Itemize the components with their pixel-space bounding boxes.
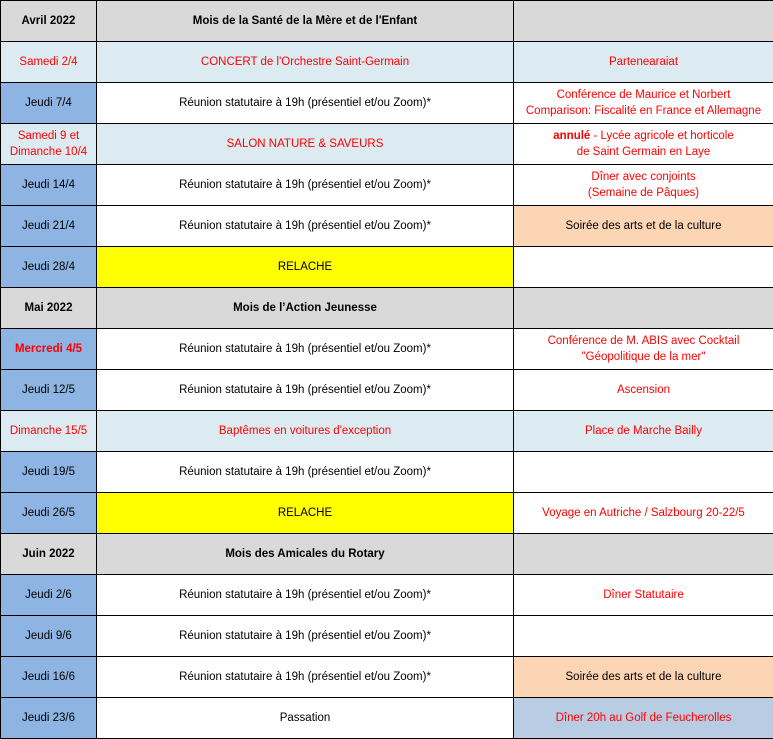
event-cell[interactable]: Baptêmes en voitures d'exception: [97, 411, 514, 452]
notes-cell[interactable]: Dîner Statutaire: [514, 575, 773, 616]
notes-cell[interactable]: Conférence de Maurice et Norbert Comparison: Fiscalité en France et Allemagne: [514, 83, 773, 124]
event-cell[interactable]: RELACHE: [97, 247, 514, 288]
notes-cell[interactable]: Soirée des arts et de la culture: [514, 657, 773, 698]
month-header-row: [1, 1, 773, 42]
table-row: [1, 698, 773, 739]
table-row: [1, 452, 773, 493]
notes-cell[interactable]: Soirée des arts et de la culture: [514, 206, 773, 247]
table-row: [1, 657, 773, 698]
schedule-body: [1, 1, 773, 739]
notes-text: - Lycée agricole et horticole de Saint Germain en Laye: [577, 130, 734, 158]
notes-cell[interactable]: [514, 247, 773, 288]
notes-cell[interactable]: Dîner avec conjoints (Semaine de Pâques): [514, 165, 773, 206]
event-cell[interactable]: Réunion statutaire à 19h (présentiel et/ou Zoom)*: [97, 329, 514, 370]
notes-cell[interactable]: Ascension: [514, 370, 773, 411]
month-header-row: [1, 288, 773, 329]
event-cell[interactable]: Réunion statutaire à 19h (présentiel et/ou Zoom)*: [97, 452, 514, 493]
table-row: [1, 575, 773, 616]
date-cell[interactable]: Jeudi 9/6: [1, 616, 97, 657]
table-row: [1, 493, 773, 534]
date-cell[interactable]: Jeudi 21/4: [1, 206, 97, 247]
notes-cell[interactable]: Conférence de M. ABIS avec Cocktail "Géopolitique de la mer": [514, 329, 773, 370]
date-cell[interactable]: Jeudi 28/4: [1, 247, 97, 288]
date-cell[interactable]: Samedi 9 et Dimanche 10/4: [1, 124, 97, 165]
event-cell[interactable]: SALON NATURE & SAVEURS: [97, 124, 514, 165]
table-row: [1, 411, 773, 452]
month-cell[interactable]: Avril 2022: [1, 1, 97, 42]
table-row: [1, 124, 773, 165]
month-cell[interactable]: Juin 2022: [1, 534, 97, 575]
table-row: [1, 247, 773, 288]
notes-cell[interactable]: [514, 1, 773, 42]
event-cell[interactable]: Réunion statutaire à 19h (présentiel et/ou Zoom)*: [97, 616, 514, 657]
table-row: [1, 165, 773, 206]
month-cell[interactable]: Mai 2022: [1, 288, 97, 329]
notes-cell[interactable]: Place de Marche Bailly: [514, 411, 773, 452]
notes-cell[interactable]: Partenearaiat: [514, 42, 773, 83]
date-cell[interactable]: Jeudi 16/6: [1, 657, 97, 698]
cancelled-label: annulé: [553, 130, 590, 142]
date-cell[interactable]: Jeudi 23/6: [1, 698, 97, 739]
notes-cell[interactable]: [514, 452, 773, 493]
date-cell[interactable]: Jeudi 2/6: [1, 575, 97, 616]
date-cell[interactable]: Jeudi 7/4: [1, 83, 97, 124]
event-cell[interactable]: Réunion statutaire à 19h (présentiel et/ou Zoom)*: [97, 206, 514, 247]
table-row: [1, 206, 773, 247]
event-cell[interactable]: Réunion statutaire à 19h (présentiel et/ou Zoom)*: [97, 165, 514, 206]
notes-cell[interactable]: [514, 534, 773, 575]
event-cell[interactable]: Réunion statutaire à 19h (présentiel et/ou Zoom)*: [97, 83, 514, 124]
date-cell[interactable]: Jeudi 26/5: [1, 493, 97, 534]
event-cell[interactable]: Passation: [97, 698, 514, 739]
table-row: [1, 370, 773, 411]
table-row: [1, 329, 773, 370]
table-row: [1, 42, 773, 83]
notes-cell[interactable]: [514, 288, 773, 329]
date-cell[interactable]: Jeudi 14/4: [1, 165, 97, 206]
month-theme-cell[interactable]: Mois des Amicales du Rotary: [97, 534, 514, 575]
month-header-row: [1, 534, 773, 575]
table-row: [1, 616, 773, 657]
table-row: [1, 83, 773, 124]
notes-cell[interactable]: [514, 124, 773, 165]
event-cell[interactable]: CONCERT de l'Orchestre Saint-Germain: [97, 42, 514, 83]
event-cell[interactable]: RELACHE: [97, 493, 514, 534]
date-cell[interactable]: Mercredi 4/5: [1, 329, 97, 370]
event-cell[interactable]: Réunion statutaire à 19h (présentiel et/ou Zoom)*: [97, 575, 514, 616]
event-cell[interactable]: Réunion statutaire à 19h (présentiel et/ou Zoom)*: [97, 370, 514, 411]
date-cell[interactable]: Dimanche 15/5: [1, 411, 97, 452]
notes-cell[interactable]: Voyage en Autriche / Salzbourg 20-22/5: [514, 493, 773, 534]
date-cell[interactable]: Jeudi 12/5: [1, 370, 97, 411]
notes-cell[interactable]: [514, 616, 773, 657]
notes-cell[interactable]: Dîner 20h au Golf de Feucherolles: [514, 698, 773, 739]
date-cell[interactable]: Samedi 2/4: [1, 42, 97, 83]
date-cell[interactable]: Jeudi 19/5: [1, 452, 97, 493]
event-cell[interactable]: Réunion statutaire à 19h (présentiel et/ou Zoom)*: [97, 657, 514, 698]
month-theme-cell[interactable]: Mois de la Santé de la Mère et de l'Enfant: [97, 1, 514, 42]
month-theme-cell[interactable]: Mois de l’Action Jeunesse: [97, 288, 514, 329]
